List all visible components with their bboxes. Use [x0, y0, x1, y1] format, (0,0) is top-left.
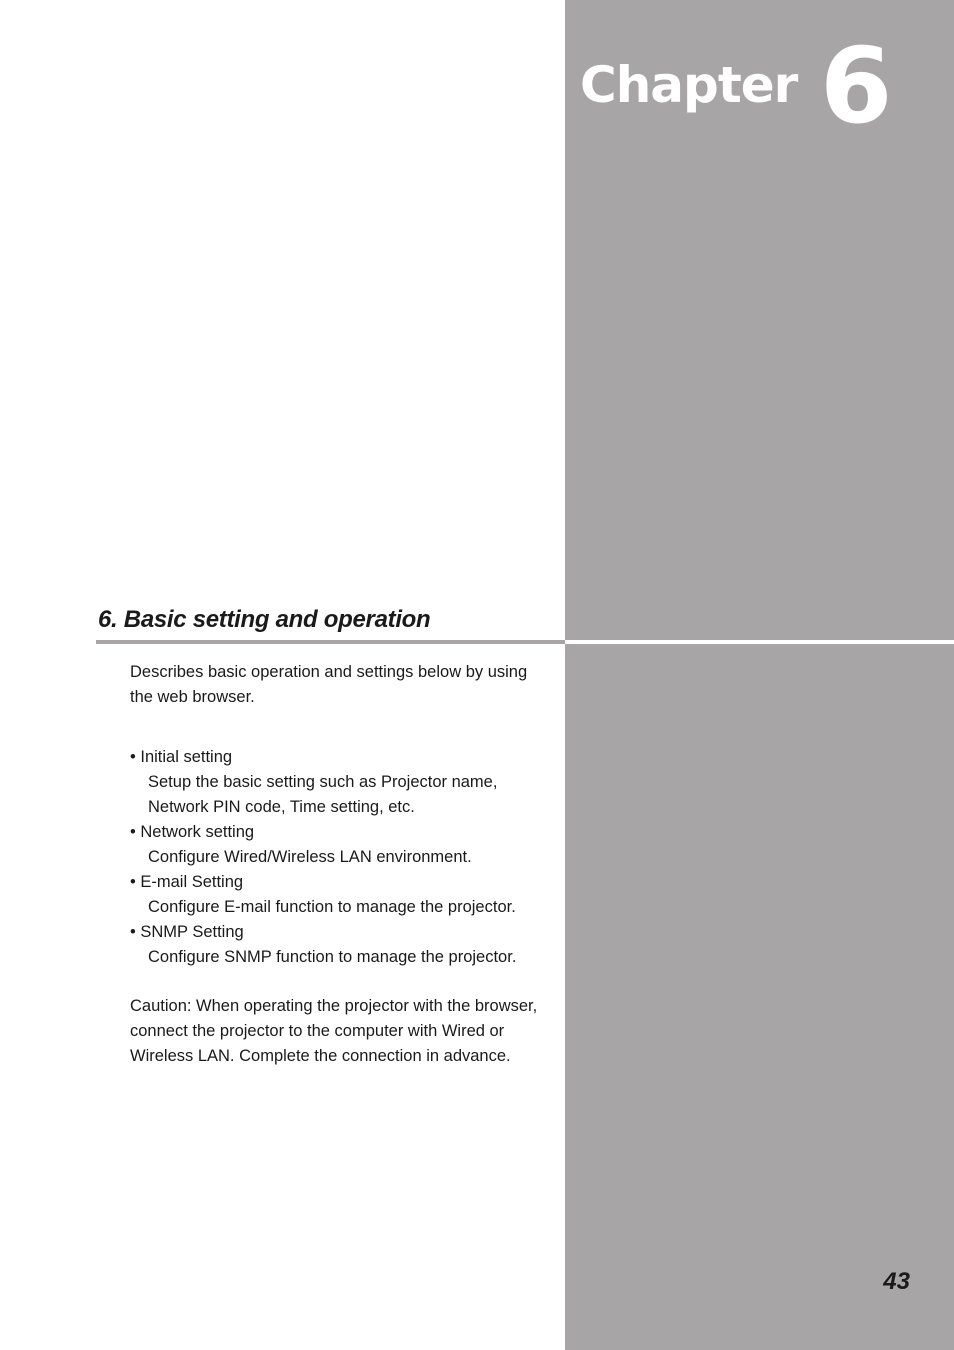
list-item	[130, 920, 548, 970]
list-item-desc: Setup the basic setting such as Projector name, Network PIN code, Time setting, etc.	[148, 773, 498, 816]
page-number: 43	[883, 1268, 910, 1295]
list-item	[130, 745, 548, 820]
list-item-head: • Initial setting	[130, 748, 233, 766]
list-item-head: • E-mail Setting	[130, 873, 244, 891]
list-item	[130, 870, 548, 920]
chapter-side-panel	[565, 0, 954, 1350]
list-item-desc: Configure E-mail function to manage the projector.	[148, 898, 516, 916]
section-title: 6. Basic setting and operation	[98, 606, 431, 633]
caution-paragraph: Caution: When operating the projector with the browser, connect the projector to the computer with Wired or Wireless LAN. Complete the connection in advance.	[130, 997, 538, 1065]
list-item-desc: Configure SNMP function to manage the projector.	[148, 948, 517, 966]
chapter-label: Chapter	[580, 56, 798, 114]
feature-list	[130, 745, 548, 970]
list-item-head: • Network setting	[130, 823, 255, 841]
section-rule	[96, 640, 565, 644]
chapter-number: 6	[820, 25, 893, 147]
list-item-desc: Configure Wired/Wireless LAN environment.	[148, 848, 472, 866]
list-item	[130, 820, 548, 870]
intro-paragraph: Describes basic operation and settings below by using the web browser.	[130, 663, 528, 706]
list-item-head: • SNMP Setting	[130, 923, 244, 941]
panel-divider	[565, 640, 954, 644]
